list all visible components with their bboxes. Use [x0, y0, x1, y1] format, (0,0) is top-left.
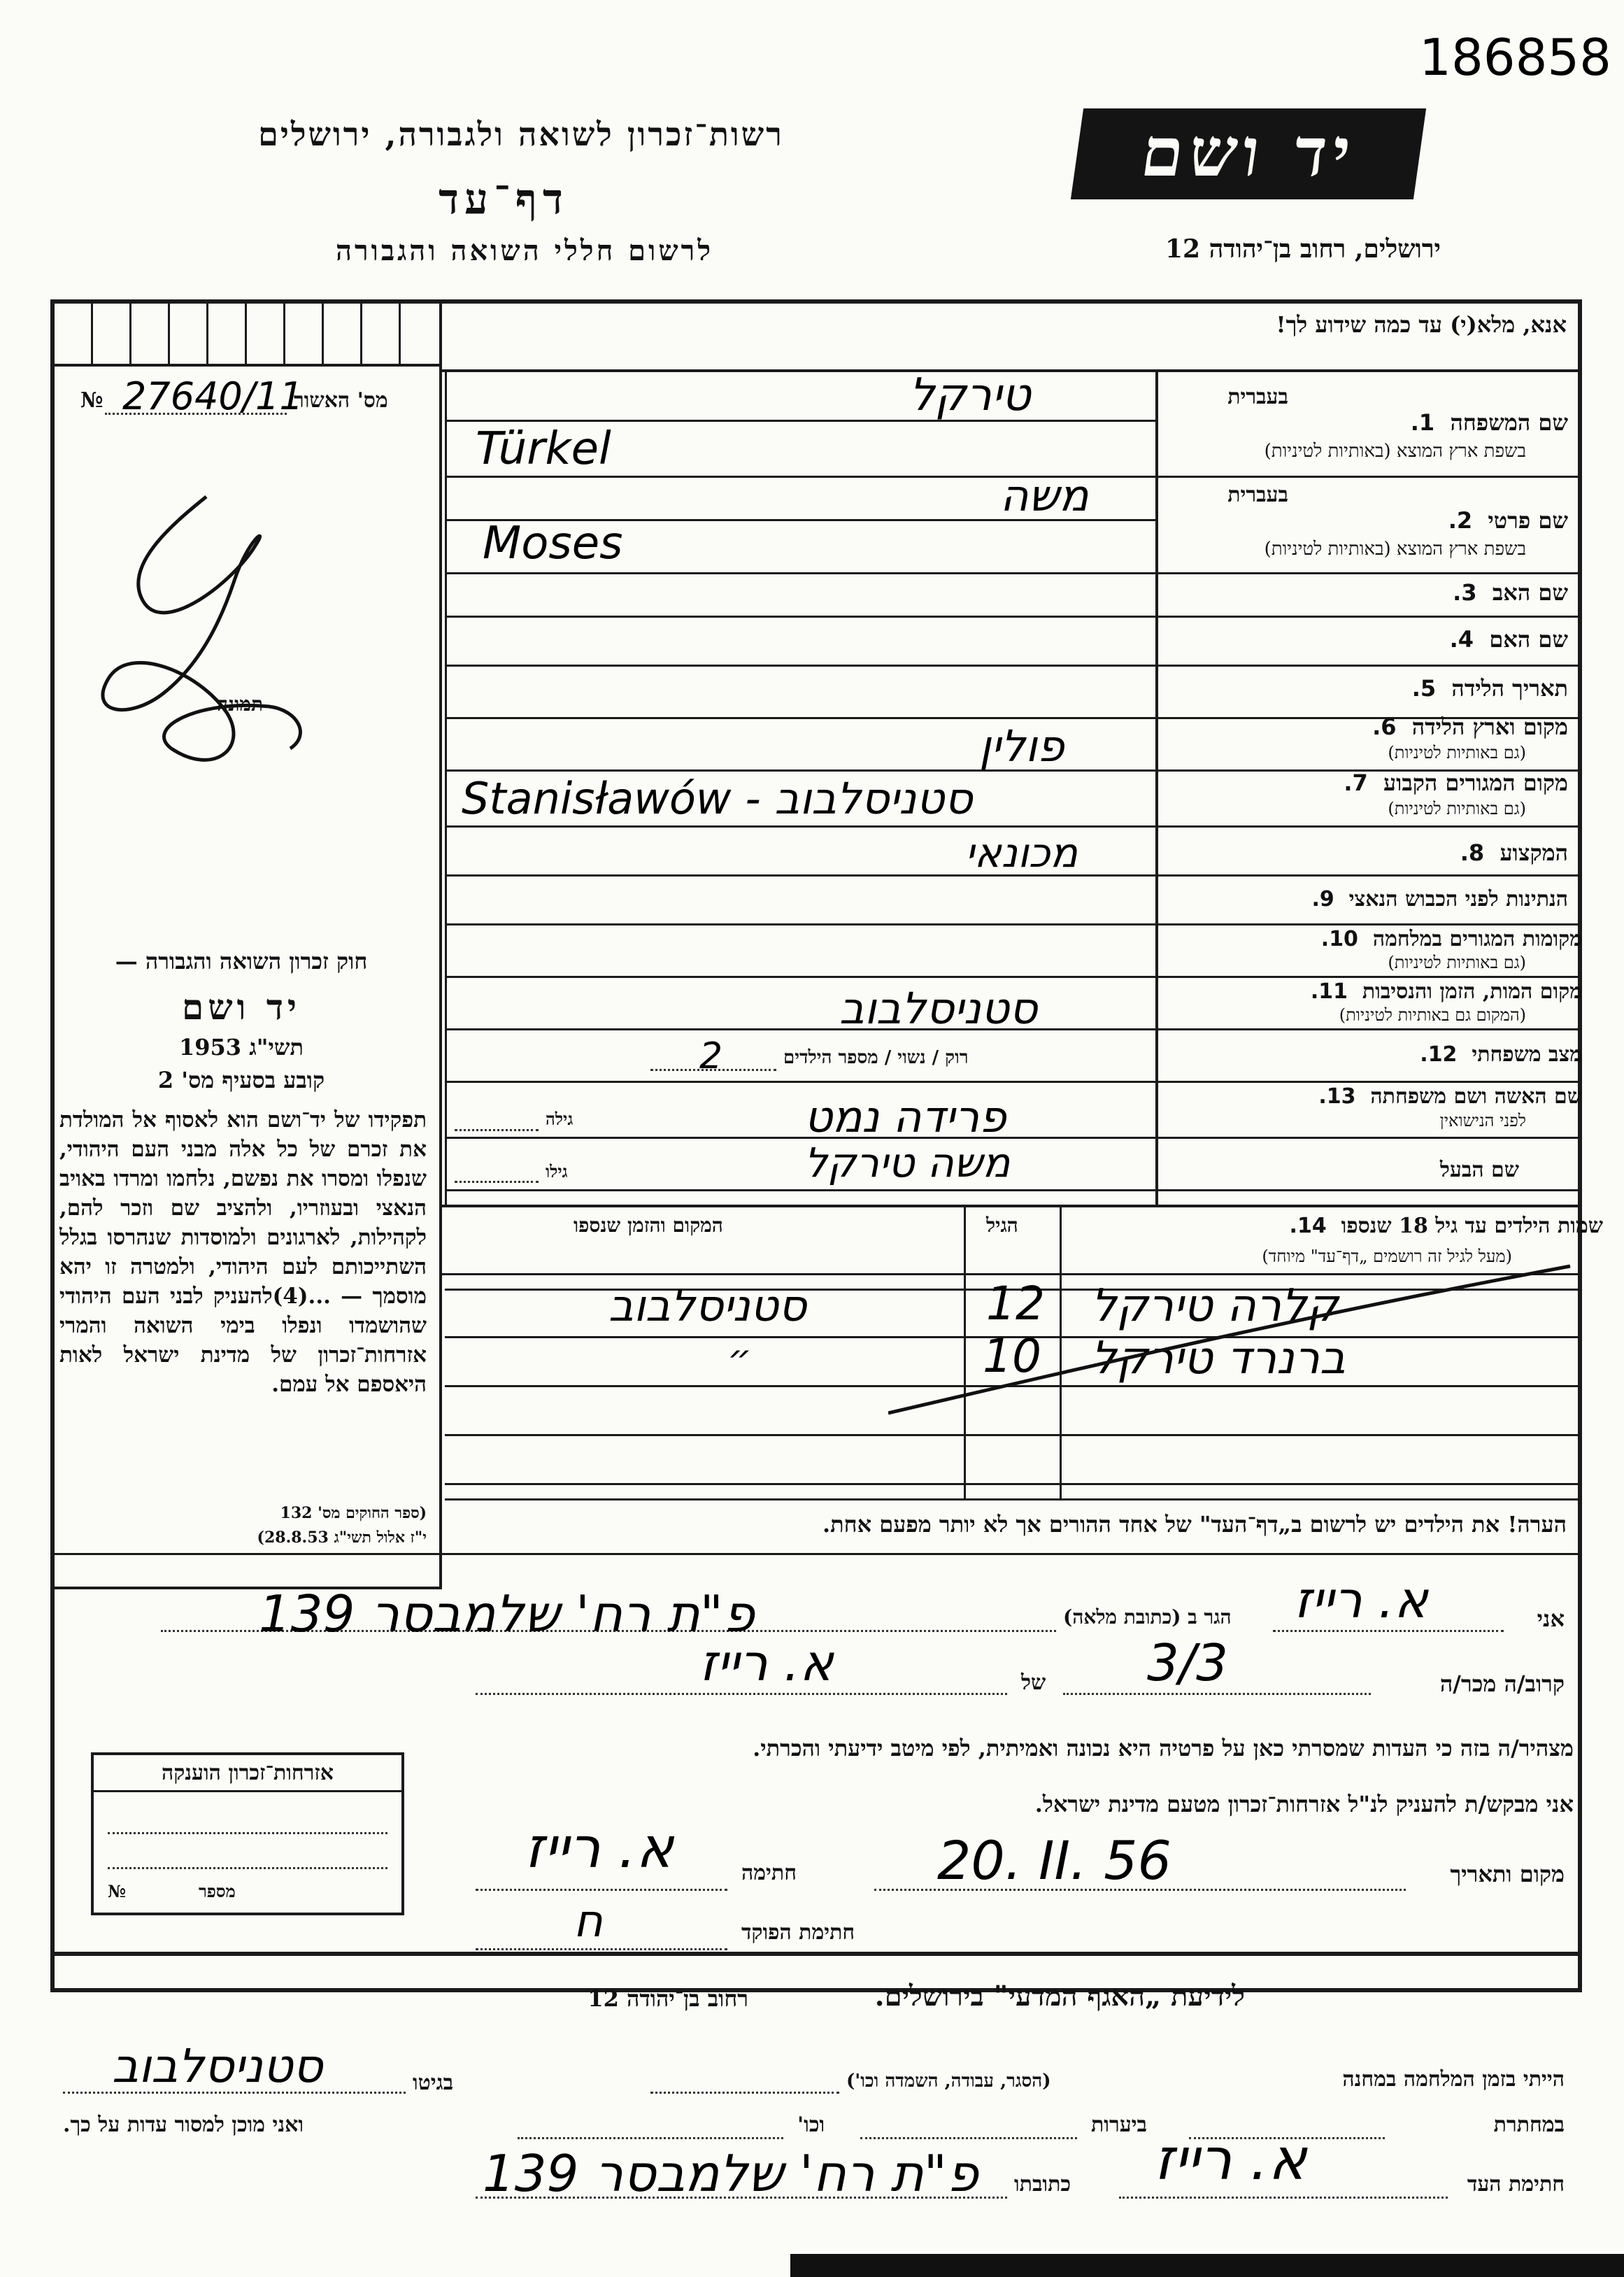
f2-hebrew-value: משה [1000, 470, 1089, 521]
f6-label: מקום וארץ הלידה 6. [1372, 714, 1568, 740]
decl-resides-label: הגר ב (כתובת מלאה) [1063, 1605, 1232, 1629]
citizenship-number-sign: № [108, 1881, 127, 1901]
f4-label: שם האם 4. [1449, 626, 1568, 653]
f10-sub: (גם באותיות לטיניות) [1388, 953, 1526, 972]
child-1-age: 12 [986, 1277, 1045, 1331]
scan-edge [790, 2254, 1624, 2277]
decl-statement: מצהיר/ה בזה כי העדות שמסרתי כאן על פרטיה היא נכונה ואמיתית, לפי מיטב ידיעתי והכרתי. [753, 1735, 1574, 1761]
bottom-witness-label: חתימת העד [1467, 2172, 1565, 2197]
children-strike-line [888, 1259, 1574, 1420]
f7-value: Stanisławów - סטניסלבוב [462, 773, 973, 824]
note: הערה! את הילדים יש לרשום ב„דף־העד" של אחד ההורים אך לא יותר מפעם אחת. [822, 1511, 1567, 1538]
f8-label: המקצוע 8. [1460, 839, 1568, 866]
f12-inline-label: רוק / נשוי / מספר הילדים [783, 1047, 969, 1068]
decl-officer-value: ח [574, 1896, 603, 1948]
husband-label: שם הבעל [1439, 1158, 1519, 1182]
f13-value: פרידה נמט [804, 1091, 1006, 1142]
photo-label: תמונה [217, 693, 264, 716]
children-label: שמות הילדים עד גיל 18 שנספו 14. [1289, 1214, 1603, 1238]
bottom-line2-b: ביערות [1091, 2113, 1148, 2137]
f12-value: 2 [699, 1035, 723, 1077]
form-subtitle: לרשום חללי השואה והגבורה [335, 234, 714, 267]
f13-sub: לפני הנישואין [1439, 1111, 1526, 1130]
decl-place-date-value: 20. II. 56 [937, 1829, 1171, 1892]
f5-label: תאריך הלידה 5. [1411, 675, 1568, 702]
decl-relative-label: קרוב/ה מכר/ה [1439, 1670, 1565, 1697]
bottom-address-label: כתובתו [1014, 2172, 1071, 2197]
bottom-ghetto-value: סטניסלבוב [112, 2039, 323, 2093]
header-address: ירושלים, רחוב בן־יהודה 12 [1164, 234, 1441, 264]
f7-sub: (גם באותיות לטיניות) [1388, 799, 1526, 818]
f2-sub: בשפת ארץ המוצא (באותיות לטיניות) [1264, 539, 1526, 560]
children-sub: (מעל לגיל זה רושמים „דף־עד" מיוחד) [1262, 1247, 1512, 1266]
bottom-line1-end: בגיטו [413, 2071, 454, 2095]
law-ref-1: (ספר החוקים מס' 132 [280, 1504, 427, 1522]
decl-resides-value: פ"ת רח' שלמבסר 139 [259, 1584, 755, 1643]
bottom-line2-a: במחתרת [1493, 2113, 1565, 2137]
citizenship-number-label: מספר [199, 1881, 236, 1901]
husband-age-label: גילו [546, 1161, 568, 1182]
decl-place-date-label: מקום ותאריך [1450, 1861, 1565, 1887]
f2-latin-value: Moses [483, 518, 623, 569]
decl-officer-label: חתימת הפוקד [741, 1920, 855, 1945]
law-clause: קובע בסעיף מס' 2 [157, 1067, 325, 1093]
f13-age-label: גילה [546, 1109, 574, 1129]
bottom-witness-value: א. רייז [1154, 2127, 1307, 2193]
decl-of-label: של [1021, 1670, 1046, 1695]
f12-label: מצב משפחתי 12. [1420, 1042, 1582, 1067]
f11-sub: (המקום גם באותיות לטיניות) [1339, 1005, 1526, 1025]
logo-text: יד ושם [1136, 113, 1361, 192]
decl-of-value: א. רייז [699, 1633, 834, 1692]
prompt: אנא, מלא(י) עד כמה שידוע לך! [1276, 311, 1567, 338]
corner-number: 186858 [1419, 28, 1611, 87]
photo-signature-scribble [59, 483, 339, 790]
child-2-name: ברנרד טירקל [1091, 1333, 1346, 1384]
f1-hebrew-label: בעברית [1227, 385, 1288, 409]
f13-label: שם האשה ושם משפחתה 13. [1318, 1084, 1582, 1109]
f9-label: הנתינות לפני הכבוש הנאצי 9. [1311, 887, 1568, 911]
child-2-place: ״ [727, 1336, 752, 1380]
f3-label: שם האב 3. [1453, 579, 1568, 606]
decl-relative-value: 3/3 [1147, 1633, 1228, 1692]
child-1-name: קלרה טירקל [1091, 1280, 1339, 1332]
bottom-line1-start: הייתי בזמן המלחמה במחנה [1342, 2067, 1565, 2092]
f11-label: מקום המות, הזמן והנסיבות 11. [1310, 979, 1582, 1004]
f7-label: מקום המגורים הקבוע 7. [1344, 769, 1568, 796]
form-title: דף־עד [439, 175, 569, 224]
law-ref-2: י"ז אלול תשי"ג 28.8.53) [257, 1528, 427, 1547]
f8-value: מכונאי [965, 829, 1078, 877]
decl-signature-label: חתימה [741, 1861, 797, 1885]
citizenship-box [91, 1752, 404, 1915]
children-place-header: המקום והזמן שנספו [574, 1214, 723, 1237]
bottom-address-value: פ"ת רח' שלמבסר 139 [483, 2144, 978, 2203]
f1-sub: בשפת ארץ המוצא (באותיות לטיניות) [1264, 441, 1526, 462]
f10-label: מקומות המגורים במלחמה 10. [1320, 927, 1582, 951]
decl-signature-value: א. רייז [525, 1815, 674, 1880]
f2-label: שם פרטי 2. [1448, 507, 1568, 534]
yad-vashem-logo [1071, 108, 1426, 199]
f1-latin-value: Türkel [476, 423, 611, 475]
bottom-line1-mid: (הסגר, עבודה, השמדה וכו') [846, 2071, 1051, 2092]
org-line: רשות־זכרון לשואה ולגבורה, ירושלים [258, 115, 784, 153]
citizenship-title: אזרחות־זכרון הוענקה [161, 1761, 334, 1785]
approval-no-sign: № [80, 388, 104, 413]
approval-number: 27640/11 [122, 374, 304, 418]
child-2-age: 10 [983, 1329, 1041, 1383]
f11-value: סטניסלבוב [839, 983, 1038, 1034]
bottom-title: לידיעת „האגף המדעי" בירושלים. [874, 1980, 1245, 2013]
bottom-address: רחוב בן־יהודה 12 [587, 1985, 748, 2012]
husband-value: משה טירקל [804, 1139, 1011, 1186]
child-1-place: סטניסלבוב [608, 1280, 807, 1331]
law-text: תפקידו של יד־ושם הוא לאסוף אל המולדת את זכרם של כל אלה מבני העם היהודי, שנפלו ומסרו את נפשם, נלחמו ומרדו באויב הנאצי ובעוזריו, ולהציב שם וזכר להם, לקהילות, לארגונים ולמוסדות שנהרסו בגלל השתייכותם לעם היהודי, ולמטרה זו יהא מוסמך — ...(4)להעניק לבני העם היהודי שהושמדו ונפלו בימי השואה והמרי אזרחות־זכרון של מדינת ישראל לאות היאספם אל עמם. [59, 1107, 427, 1397]
law-name: יד ושם [182, 986, 301, 1028]
f1-label: שם המשפחה 1. [1410, 409, 1568, 436]
f6-value: פולין [979, 721, 1064, 772]
law-year: תשי"ג 1953 [179, 1034, 304, 1061]
bottom-line2-d: ואני מוכן למסור עדות על כך. [63, 2113, 304, 2137]
f2-hebrew-label: בעברית [1227, 483, 1288, 507]
bottom-line2-c: וכו' [797, 2113, 825, 2137]
approval-label: מס' האשור [294, 388, 388, 413]
decl-request: אני מבקש/ת להעניק לנ"ל אזרחות־זכרון מטעם מדינת ישראל. [1034, 1791, 1574, 1817]
law-title: חוק זכרון השואה והגבורה — [115, 948, 368, 974]
f6-sub: (גם באותיות לטיניות) [1388, 743, 1526, 762]
decl-i-value: א. רייז [1294, 1570, 1428, 1629]
children-age-header: הגיל [986, 1214, 1018, 1237]
decl-i-label: אני [1537, 1605, 1565, 1632]
f1-hebrew-value: טירקל [909, 369, 1031, 421]
